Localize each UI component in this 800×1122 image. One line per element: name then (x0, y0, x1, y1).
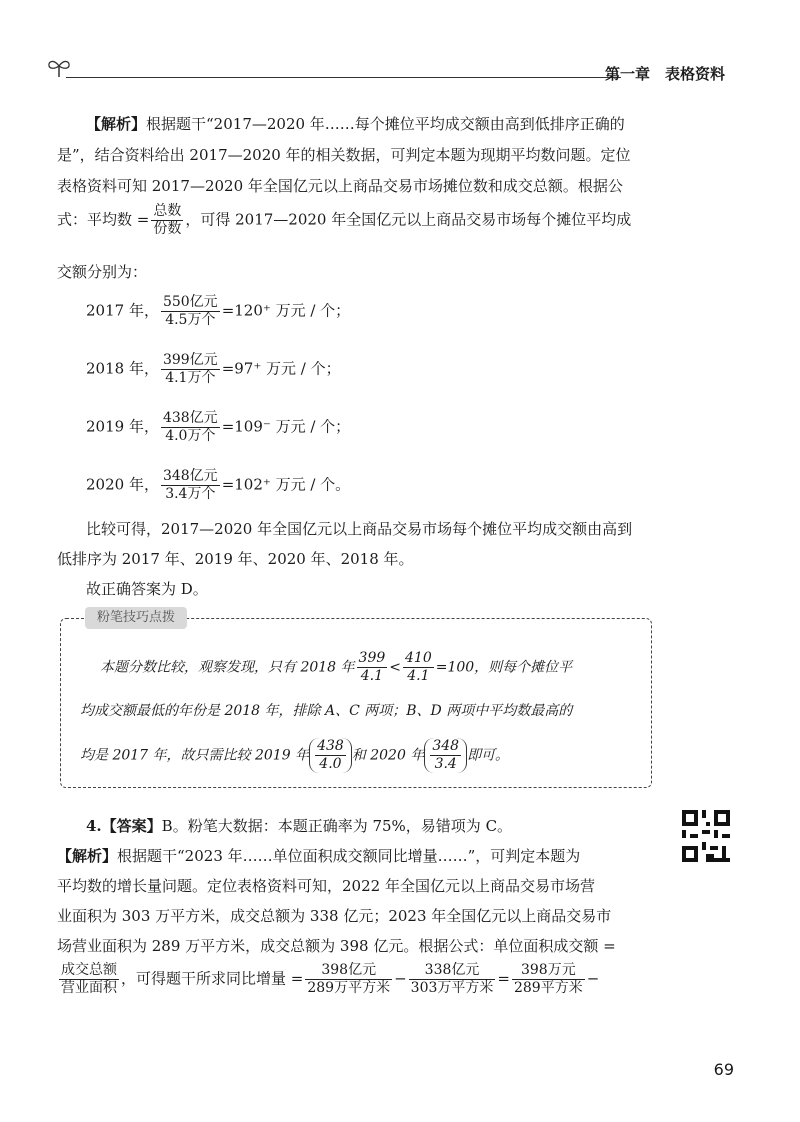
denominator: 4.1万个 (165, 370, 216, 386)
formula-fraction (59, 962, 119, 997)
calc-year: 2017 年， (86, 301, 159, 320)
calc-result: =102⁺ 万元 / 个。 (221, 475, 351, 494)
numerator: 550亿元 (162, 294, 218, 310)
analysis-tag: 【解析】 (86, 115, 147, 133)
calc-row (86, 410, 350, 445)
calc-row (86, 294, 350, 329)
text: 式： (57, 210, 88, 229)
analysis-line-2: 是”，结合资料给出 2017—2020 年的相关数据，可判定本题为现期平均数问题。定位 (57, 146, 631, 164)
calc-year: 2019 年， (86, 417, 159, 436)
calc-fraction (161, 468, 220, 503)
numerator: 348亿元 (162, 468, 218, 484)
operator: = (497, 969, 510, 988)
formula-fraction (305, 962, 392, 997)
tip-line-3 (80, 738, 509, 773)
denominator: 营业面积 (61, 980, 117, 996)
operator: − (394, 969, 407, 988)
numerator: 348 (432, 738, 460, 754)
text: =100，则每个摊位平 (435, 659, 573, 676)
denominator: 303万平方米 (410, 980, 494, 996)
tip-line-2: 均成交额最低的年份是 2018 年，排除 A、C 两项；B、D 两项中平均数最高的 (80, 703, 573, 719)
calc-result: =109⁻ 万元 / 个； (221, 417, 351, 436)
page-header (40, 55, 730, 85)
calc-result: =120⁺ 万元 / 个； (221, 301, 351, 320)
calc-fraction (161, 294, 220, 329)
answer-line: 故正确答案为 D。 (86, 580, 208, 598)
text: 均是 2017 年，故只需比较 2019 年 (80, 747, 310, 764)
analysis-line-5: 交额分别为： (57, 263, 148, 281)
denominator: 3.4万个 (165, 486, 216, 502)
numerator: 438亿元 (162, 410, 218, 426)
q4-answer-line (86, 815, 512, 836)
numerator: 398亿元 (305, 962, 392, 980)
paren-group (309, 738, 352, 773)
denominator: 份数 (153, 221, 182, 237)
formula-fraction (409, 962, 496, 997)
tip-line-1 (100, 650, 572, 685)
denominator: 289平方米 (513, 980, 583, 996)
analysis-line-1 (86, 113, 625, 134)
analysis-tag: 【解析】 (57, 847, 118, 865)
calc-result: =97⁺ 万元 / 个； (221, 359, 341, 378)
tip-fraction (430, 738, 461, 773)
denominator: 289万平方米 (307, 980, 391, 996)
text: 即可。 (467, 747, 510, 764)
text: 本题分数比较，观察发现，只有 2018 年 (100, 659, 355, 676)
numerator: 338亿元 (409, 962, 496, 980)
calc-fraction (161, 352, 220, 387)
formula-label: 平均数 = (87, 210, 150, 229)
q4-analysis-line-1 (57, 845, 580, 866)
operator: − (586, 969, 600, 988)
tip-fraction (403, 650, 434, 685)
denominator: 4.1 (360, 668, 384, 684)
tip-badge: 粉笔技巧点拨 (85, 607, 187, 629)
formula-fraction (151, 203, 183, 238)
calc-year: 2018 年， (86, 359, 159, 378)
numerator: 399 (358, 650, 386, 666)
q4-analysis-line-4: 场营业面积为 289 万平方米，成交总额为 398 亿元。根据公式：单位面积成交额 = (57, 937, 616, 955)
tip-fraction (315, 738, 346, 773)
calc-fraction (161, 410, 220, 445)
denominator: 4.0万个 (165, 428, 216, 444)
denominator: 4.5万个 (165, 312, 216, 328)
tip-fraction (357, 650, 388, 685)
numerator: 399亿元 (162, 352, 218, 368)
analysis-line-3: 表格资料可知 2017—2020 年全国亿元以上商品交易市场摊位数和成交总额。根据公 (57, 177, 623, 195)
qr-code-icon (682, 810, 730, 862)
formula-fraction (512, 962, 585, 997)
comparison-line-1: 比较可得，2017—2020 年全国亿元以上商品交易市场每个摊位平均成交额由高到 (86, 520, 633, 538)
qr-code[interactable] (682, 810, 730, 862)
comparison-line-2: 低排序为 2017 年、2019 年、2020 年、2018 年。 (57, 550, 414, 568)
q4-analysis-line-3: 业面积为 303 万平方米，成交总额为 338 亿元；2023 年全国亿元以上商品交易市 (57, 907, 612, 925)
text: 和 2020 年 (351, 747, 425, 764)
text: ，可得题干所求同比增量 = (121, 969, 304, 988)
sprout-icon (46, 57, 72, 79)
page-number: 69 (713, 1060, 734, 1079)
numerator: 总数 (153, 203, 182, 219)
numerator: 410 (405, 650, 432, 666)
text: ，可得 2017—2020 年全国亿元以上商品交易市场每个摊位平均成 (185, 210, 632, 229)
text: < (389, 659, 401, 676)
q4-formula-line (57, 962, 599, 997)
calc-row (86, 468, 350, 503)
chapter-title: 第一章 表格资料 (604, 65, 725, 83)
text: B。粉笔大数据：本题正确率为 75%，易错项为 C。 (161, 817, 513, 835)
denominator: 4.1 (407, 668, 430, 684)
formula-line (57, 203, 631, 238)
numerator: 398万元 (512, 962, 585, 980)
calc-row (86, 352, 341, 387)
text: 根据题干“2017—2020 年……每个摊位平均成交额由高到低排序正确的 (146, 115, 625, 133)
numerator: 成交总额 (61, 962, 117, 978)
paren-group (424, 738, 467, 773)
denominator: 4.0 (319, 756, 342, 772)
text: 根据题干“2023 年……单位面积成交额同比增量……”，可判定本题为 (117, 847, 581, 865)
q4-analysis-line-2: 平均数的增长量问题。定位表格资料可知，2022 年全国亿元以上商品交易市场营 (57, 877, 595, 895)
numerator: 438 (317, 738, 344, 754)
calc-year: 2020 年， (86, 475, 159, 494)
denominator: 3.4 (434, 756, 457, 772)
header-rule (66, 77, 621, 78)
answer-tag: 4.【答案】 (86, 817, 162, 835)
